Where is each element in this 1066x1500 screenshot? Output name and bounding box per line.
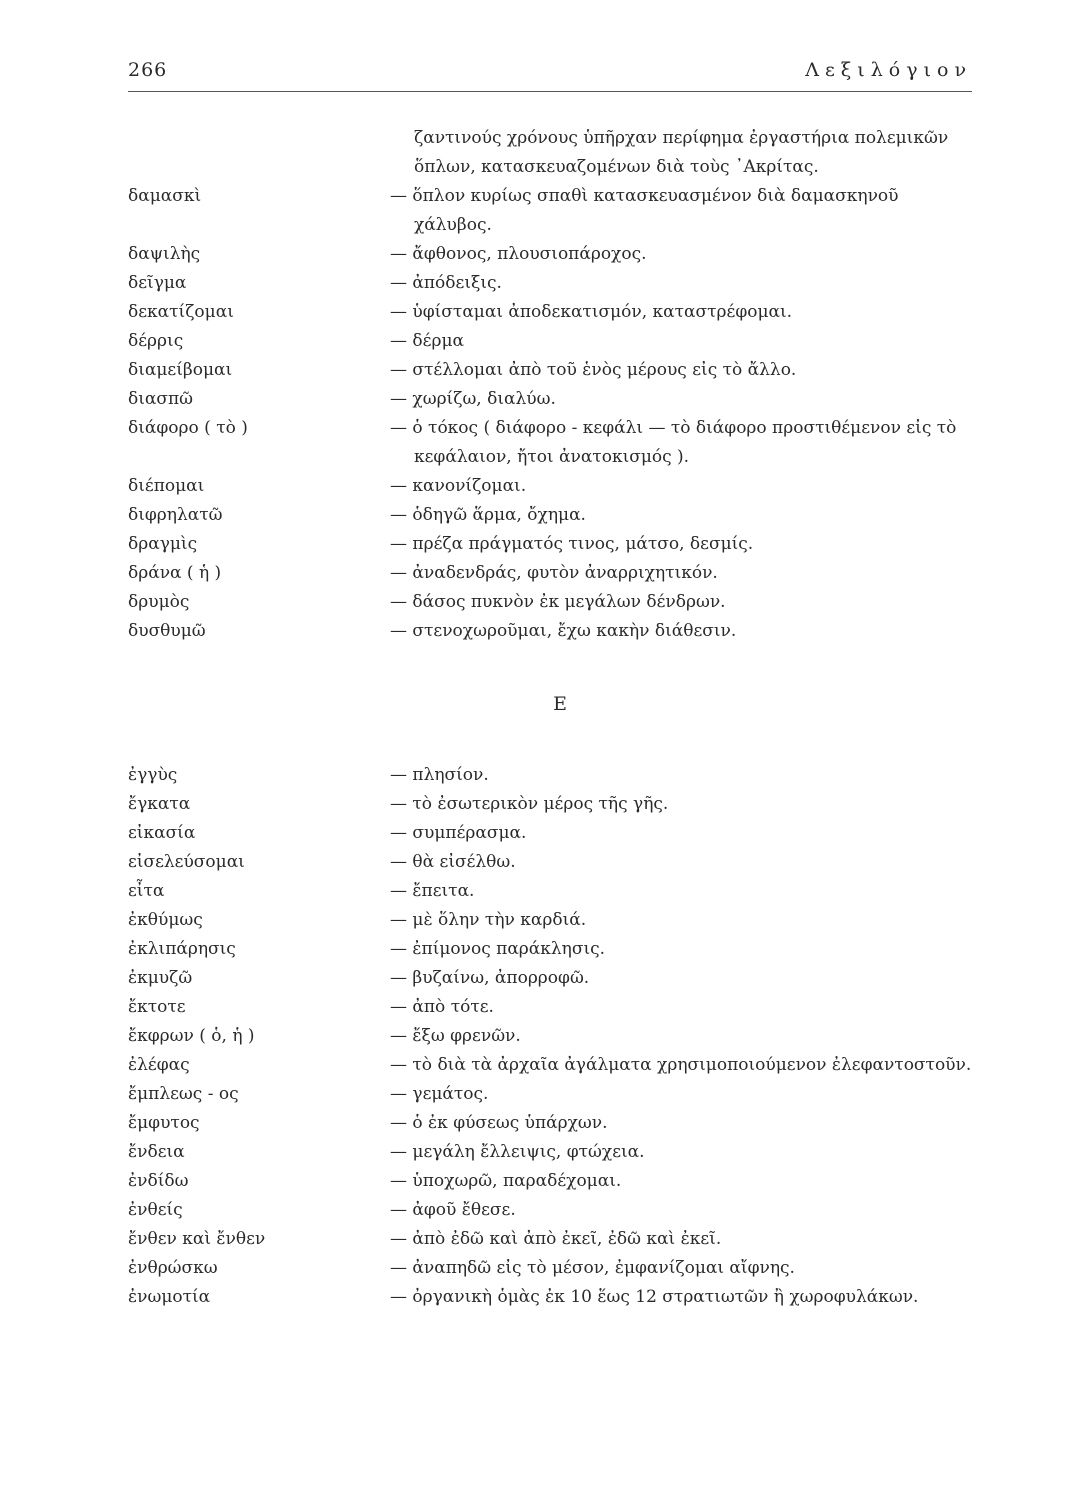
glossary-entry <box>128 1080 978 1109</box>
entry-term: ἐκλιπάρησις <box>128 939 236 959</box>
entry-term: ἐγγὺς <box>128 765 178 785</box>
entry-definition: — συμπέρασμα. <box>390 823 527 843</box>
entry-definition: — ὁ τόκος ( διάφορο - κεφάλι — τὸ διάφορο προστιθέμενον εἰς τὸ κεφάλαιον, ἤτοι ἀνατοκισμός ). <box>390 418 957 467</box>
glossary-entry <box>128 1138 978 1167</box>
entry-definition: — μὲ ὅλην τὴν καρδιά. <box>390 910 587 930</box>
glossary-entry <box>128 385 978 414</box>
entry-term: ἐνθρώσκω <box>128 1258 218 1278</box>
entry-term: ἔγκατα <box>128 794 191 814</box>
entry-definition: — ἀναδενδράς, φυτὸν ἀναρριχητικόν. <box>390 563 718 583</box>
entry-definition: — πρέζα πράγματός τινος, μάτσο, δεσμίς. <box>390 534 754 554</box>
glossary-entry <box>128 530 978 559</box>
entry-definition: — δάσος πυκνὸν ἐκ μεγάλων δένδρων. <box>390 592 726 612</box>
entry-definition: — γεμάτος. <box>390 1084 489 1104</box>
entry-term: δραγμὶς <box>128 534 198 554</box>
page-number: 266 <box>128 59 168 81</box>
glossary-entry <box>128 1196 978 1225</box>
entry-term: δέρρις <box>128 331 184 351</box>
entry-term: διάφορο ( τὸ ) <box>128 418 248 438</box>
entry-definition: — κανονίζομαι. <box>390 476 527 496</box>
glossary-entry <box>128 182 978 240</box>
entry-definition: — ἔπειτα. <box>390 881 475 901</box>
entry-definition: — ὑποχωρῶ, παραδέχομαι. <box>390 1171 622 1191</box>
entry-term: δαψιλὴς <box>128 244 201 264</box>
glossary-entry <box>128 617 978 646</box>
glossary-entry <box>128 935 978 964</box>
entry-definition: — δέρμα <box>390 331 464 351</box>
glossary-delta-section <box>128 124 978 646</box>
entry-definition: — ἐπίμονος παράκλησις. <box>390 939 606 959</box>
entry-definition: — θὰ εἰσέλθω. <box>390 852 516 872</box>
glossary-entry <box>128 269 978 298</box>
glossary-entry <box>128 588 978 617</box>
glossary-entry <box>128 848 978 877</box>
glossary-entry <box>128 1109 978 1138</box>
entry-definition: — χωρίζω, διαλύω. <box>390 389 556 409</box>
glossary-entry <box>128 1167 978 1196</box>
glossary-entry <box>128 877 978 906</box>
entry-definition: — ἔξω φρενῶν. <box>390 1026 521 1046</box>
glossary-entry <box>128 819 978 848</box>
glossary-entry <box>128 1051 978 1080</box>
entry-definition: — στέλλομαι ἀπὸ τοῦ ἑνὸς μέρους εἰς τὸ ἄλλο. <box>390 360 797 380</box>
glossary-entry <box>128 559 978 588</box>
entry-term: δεκατίζομαι <box>128 302 234 322</box>
entry-term: ἔμπλεως - ος <box>128 1084 239 1104</box>
glossary-entry <box>128 993 978 1022</box>
section-letter: Ε <box>553 693 567 715</box>
entry-term: ἔνδεια <box>128 1142 185 1162</box>
entry-definition: — τὸ διὰ τὰ ἀρχαῖα ἀγάλματα χρησιμοποιούμενον ἐλεφαντοστοῦν. <box>390 1055 972 1075</box>
glossary-entry <box>128 790 978 819</box>
entry-term: ἐνωμοτία <box>128 1287 211 1307</box>
glossary-entry <box>128 761 978 790</box>
entry-definition: — ὑφίσταμαι ἀποδεκατισμόν, καταστρέφομαι. <box>390 302 793 322</box>
glossary-entry <box>128 1283 978 1312</box>
entry-definition: — ἀφοῦ ἔθεσε. <box>390 1200 516 1220</box>
entry-term: ἐλέφας <box>128 1055 190 1075</box>
glossary-entry <box>128 327 978 356</box>
continuation-entry <box>128 124 978 182</box>
entry-term: ἐκθύμως <box>128 910 203 930</box>
entry-definition: — ὁ ἐκ φύσεως ὑπάρχων. <box>390 1113 608 1133</box>
entry-term: δεῖγμα <box>128 273 187 293</box>
continuation-text: ζαντινούς χρόνους ὑπῆρχαν περίφημα ἐργαστήρια πολεμικῶν ὅπλων, κατασκευαζομένων διὰ τοὺς ᾿Ακρίτας. <box>414 128 949 177</box>
glossary-entry <box>128 964 978 993</box>
running-title: Λεξιλόγιον <box>805 59 972 81</box>
glossary-epsilon-section <box>128 761 978 1312</box>
entry-term: ἔκφρων ( ὁ, ἡ ) <box>128 1026 255 1046</box>
entry-definition: — ὅπλον κυρίως σπαθὶ κατασκευασμένον διὰ δαμασκηνοῦ χάλυβος. <box>390 186 899 235</box>
entry-term: διαμείβομαι <box>128 360 233 380</box>
glossary-entry <box>128 298 978 327</box>
entry-term: διφρηλατῶ <box>128 505 223 525</box>
entry-term: ἐκμυζῶ <box>128 968 193 988</box>
entry-term: δαμασκὶ <box>128 186 202 206</box>
entry-term: ἔμφυτος <box>128 1113 200 1133</box>
glossary-entry <box>128 1022 978 1051</box>
entry-term: διασπῶ <box>128 389 194 409</box>
entry-definition: — ἀπὸ τότε. <box>390 997 494 1017</box>
entry-term: διέπομαι <box>128 476 205 496</box>
entry-term: δρυμὸς <box>128 592 190 612</box>
entry-term: δράνα ( ἡ ) <box>128 563 222 583</box>
entry-definition: — ἀπὸ ἐδῶ καὶ ἀπὸ ἐκεῖ, ἐδῶ καὶ ἐκεῖ. <box>390 1229 722 1249</box>
glossary-entry <box>128 501 978 530</box>
entry-definition: — πλησίον. <box>390 765 489 785</box>
entry-definition: — μεγάλη ἔλλειψις, φτώχεια. <box>390 1142 645 1162</box>
entry-definition: — ἄφθονος, πλουσιοπάροχος. <box>390 244 647 264</box>
entry-definition: — ἀναπηδῶ εἰς τὸ μέσον, ἐμφανίζομαι αἴφνης. <box>390 1258 795 1278</box>
entry-term: εἰκασία <box>128 823 196 843</box>
glossary-entry <box>128 1225 978 1254</box>
entry-definition: — ἀπόδειξις. <box>390 273 502 293</box>
glossary-entry <box>128 472 978 501</box>
entry-term: εἶτα <box>128 881 165 901</box>
entry-definition: — ὁδηγῶ ἅρμα, ὄχημα. <box>390 505 586 525</box>
entry-definition: — στενοχωροῦμαι, ἔχω κακὴν διάθεσιν. <box>390 621 737 641</box>
glossary-entry <box>128 356 978 385</box>
entry-term: δυσθυμῶ <box>128 621 206 641</box>
glossary-entry <box>128 414 978 472</box>
glossary-entry <box>128 1254 978 1283</box>
entry-definition: — τὸ ἐσωτερικὸν μέρος τῆς γῆς. <box>390 794 669 814</box>
entry-definition: — βυζαίνω, ἀπορροφῶ. <box>390 968 590 988</box>
entry-definition: — ὀργανικὴ ὁμὰς ἐκ 10 ἕως 12 στρατιωτῶν ἢ χωροφυλάκων. <box>390 1287 919 1307</box>
entry-term: ἐνδίδω <box>128 1171 189 1191</box>
glossary-entry <box>128 906 978 935</box>
entry-term: ἔνθεν καὶ ἔνθεν <box>128 1229 266 1249</box>
entry-term: εἰσελεύσομαι <box>128 852 245 872</box>
glossary-entry <box>128 240 978 269</box>
entry-term: ἔκτοτε <box>128 997 186 1017</box>
entry-term: ἐνθείς <box>128 1200 183 1220</box>
page-header <box>128 55 972 92</box>
